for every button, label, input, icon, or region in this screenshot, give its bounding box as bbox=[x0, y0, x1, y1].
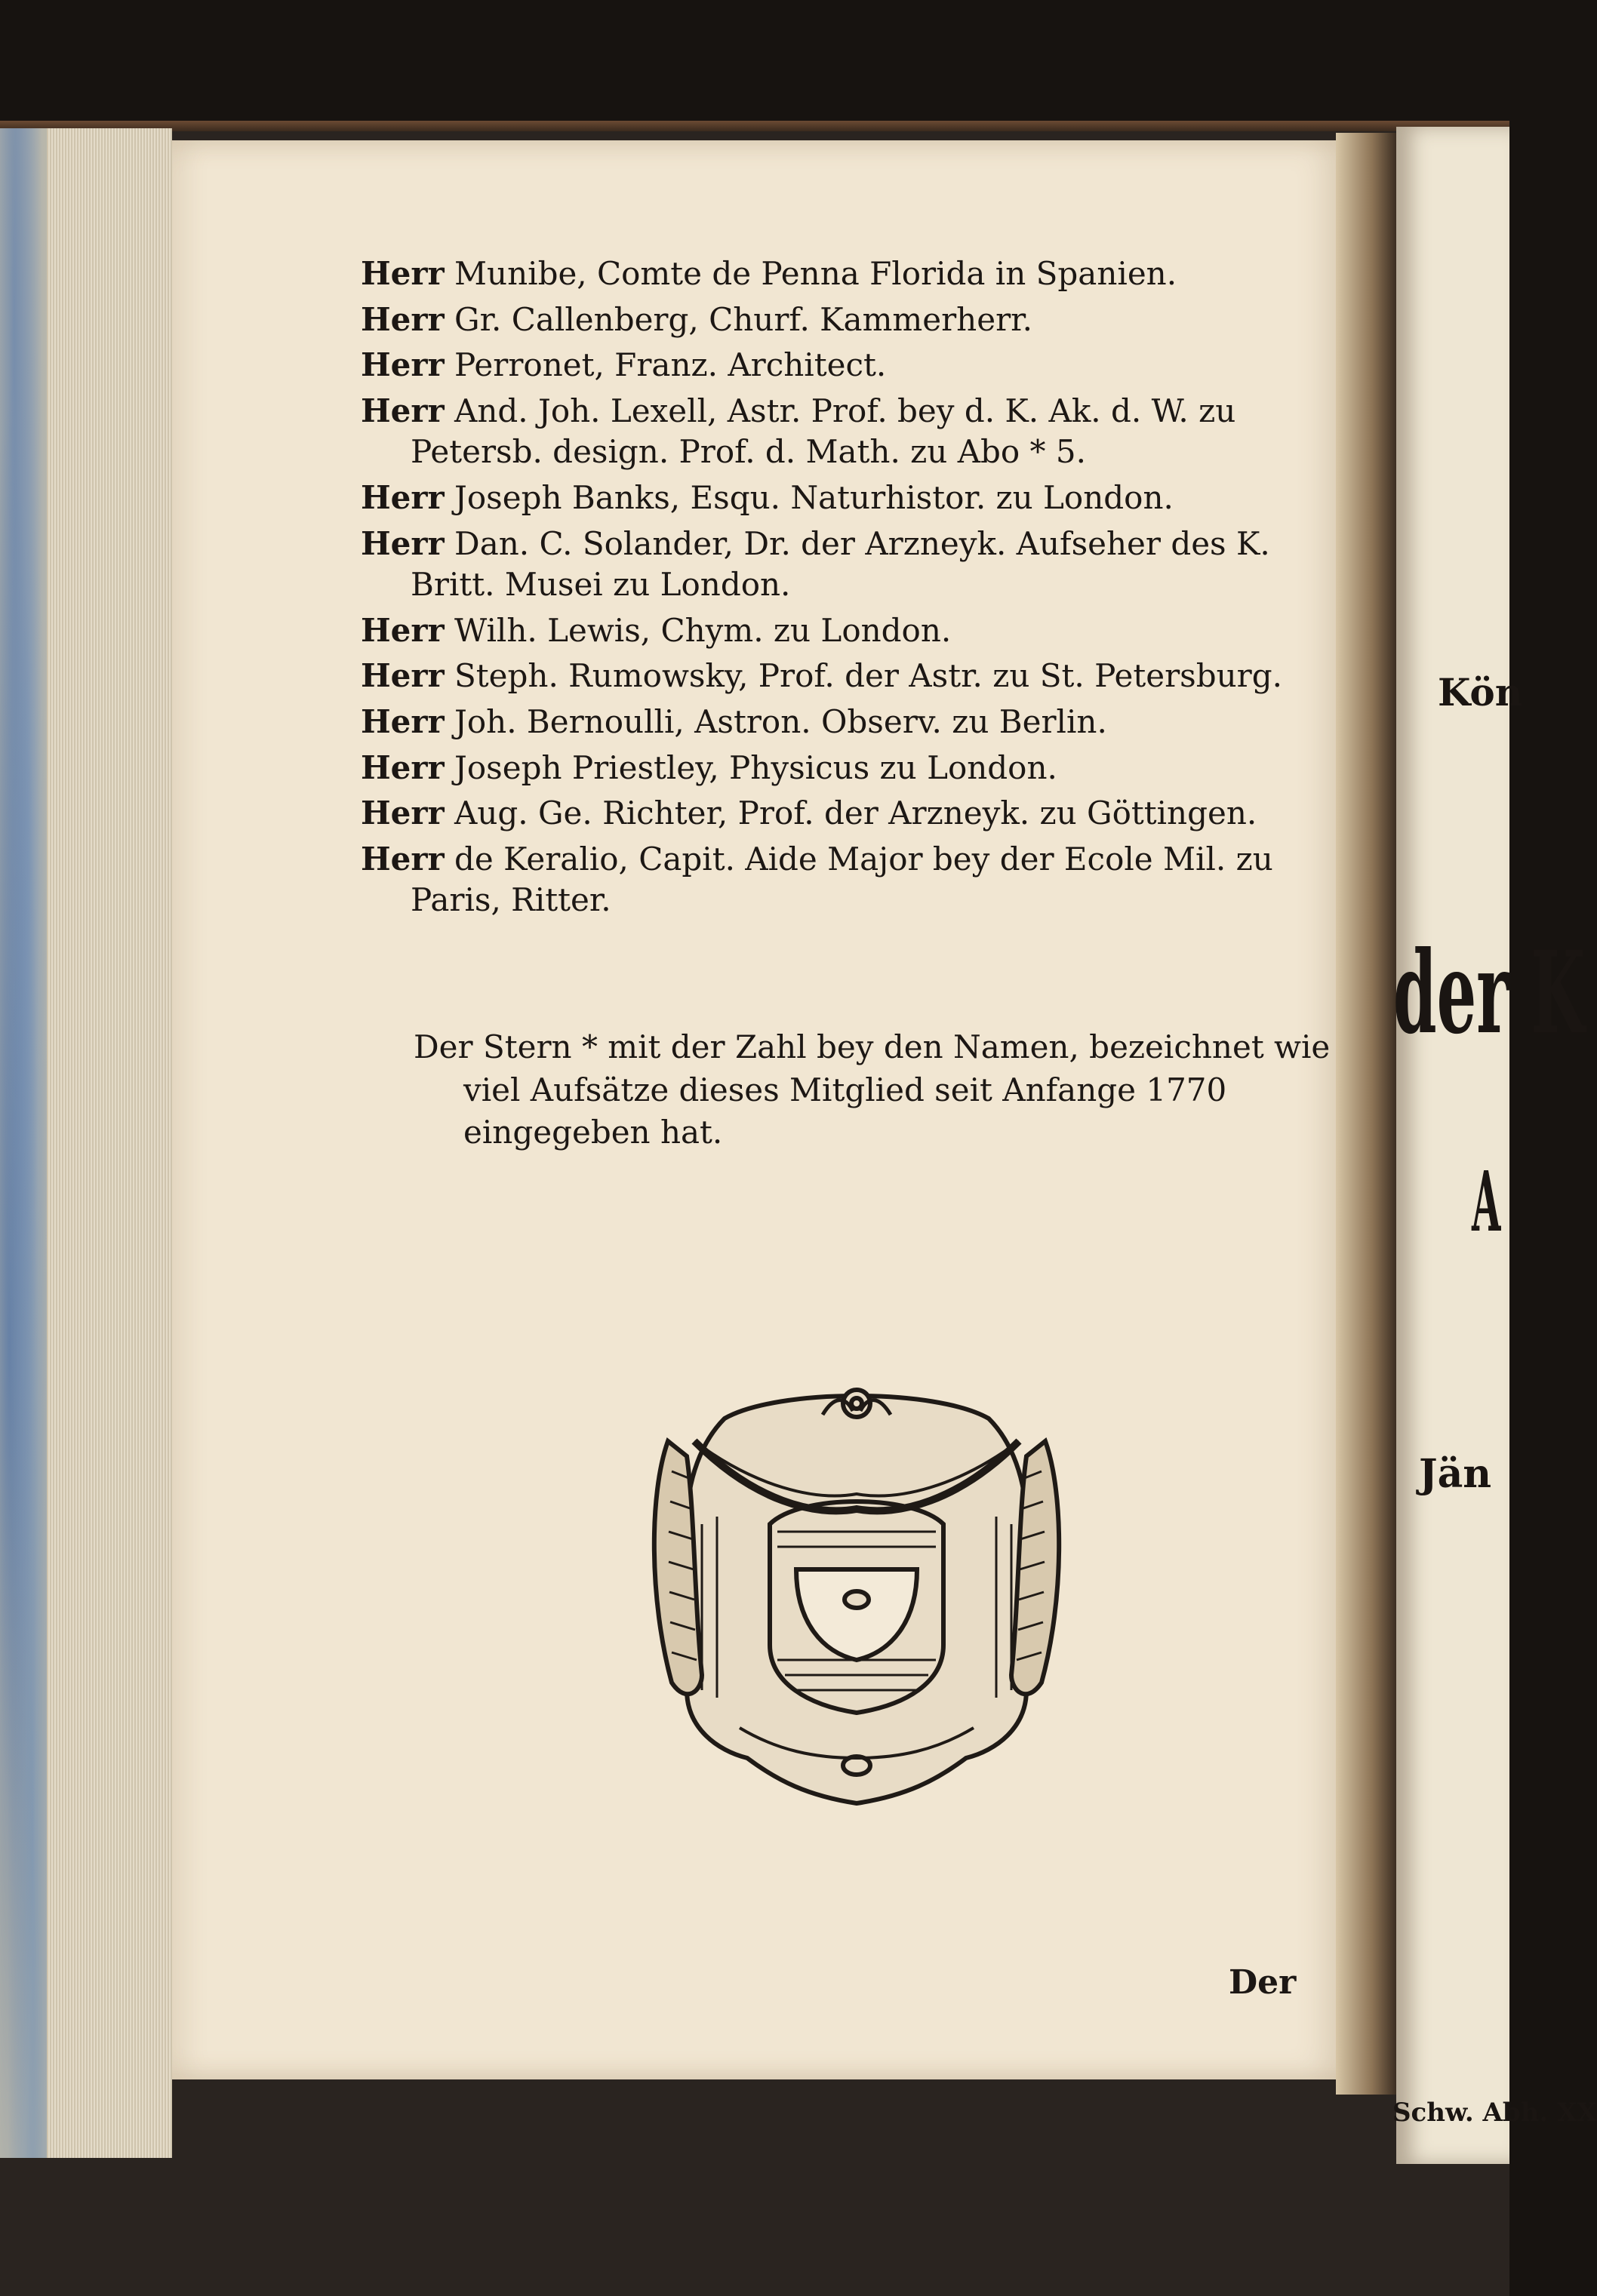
entry-prefix: Herr bbox=[361, 702, 445, 740]
member-entry bbox=[361, 839, 1304, 921]
entry-prefix: Herr bbox=[361, 255, 445, 292]
entry-prefix: Herr bbox=[361, 840, 445, 878]
entry-text: Joseph Banks, Esqu. Naturhistor. zu London. bbox=[454, 478, 1174, 516]
member-entry bbox=[361, 478, 1304, 519]
entry-text: Gr. Callenberg, Churf. Kammerherr. bbox=[454, 300, 1032, 338]
entry-prefix: Herr bbox=[361, 795, 445, 832]
next-page-fragment-1: Kön bbox=[1438, 670, 1523, 715]
member-entry bbox=[361, 610, 1304, 652]
entry-text: Aug. Ge. Richter, Prof. der Arzneyk. zu Göttingen. bbox=[454, 795, 1257, 832]
book-page-right-fragment bbox=[1392, 127, 1597, 2164]
member-entry bbox=[361, 748, 1304, 789]
footnote: Der Stern * mit der Zahl bey den Namen, bezeichnet wie viel Aufsätze dieses Mitglied seit Anfange 1770 eingegeben hat. bbox=[414, 1028, 1331, 1151]
member-entry bbox=[361, 300, 1304, 341]
woodcut-ornament-vignette bbox=[604, 1373, 1109, 1826]
entry-text: Munibe, Comte de Penna Florida in Spanien. bbox=[454, 255, 1177, 292]
entry-text: Wilh. Lewis, Chym. zu London. bbox=[454, 611, 952, 649]
member-entry bbox=[361, 656, 1304, 697]
member-entry bbox=[361, 345, 1304, 386]
entry-text: Perronet, Franz. Architect. bbox=[454, 346, 887, 384]
member-entry bbox=[361, 793, 1304, 834]
catchword: Der bbox=[1229, 1963, 1297, 2002]
entry-text: Dan. C. Solander, Dr. der Arzneyk. Aufseher des K. Britt. Musei zu London. bbox=[411, 524, 1270, 604]
member-entry bbox=[361, 391, 1304, 473]
entry-prefix: Herr bbox=[361, 478, 445, 516]
entry-prefix: Herr bbox=[361, 524, 445, 562]
entry-text: And. Joh. Lexell, Astr. Prof. bey d. K. Ak. d. W. zu Petersb. design. Prof. d. Math. zu Abo * 5. bbox=[411, 392, 1236, 471]
entry-prefix: Herr bbox=[361, 611, 445, 649]
book-cover-edge bbox=[0, 121, 1509, 131]
entry-prefix: Herr bbox=[361, 657, 445, 695]
entry-text: de Keralio, Capit. Aide Major bey der Ecole Mil. zu Paris, Ritter. bbox=[411, 840, 1273, 919]
member-list bbox=[361, 254, 1304, 926]
entry-prefix: Herr bbox=[361, 346, 445, 384]
member-entry bbox=[361, 702, 1304, 743]
next-page-fragment-2: der K bbox=[1393, 927, 1586, 1059]
entry-prefix: Herr bbox=[361, 392, 445, 429]
next-page-fragment-5: Schw. Abh. XX bbox=[1392, 2098, 1597, 2128]
entry-prefix: Herr bbox=[361, 748, 445, 786]
entry-text: Steph. Rumowsky, Prof. der Astr. zu St. Petersburg. bbox=[454, 657, 1282, 695]
entry-text: Joseph Priestley, Physicus zu London. bbox=[454, 748, 1057, 786]
next-page-fragment-4: Jän bbox=[1419, 1451, 1492, 1497]
member-entry bbox=[361, 254, 1304, 295]
entry-text: Joh. Bernoulli, Astron. Observ. zu Berlin. bbox=[454, 702, 1107, 740]
entry-prefix: Herr bbox=[361, 300, 445, 338]
next-page-fragment-3: A bbox=[1472, 1153, 1501, 1250]
marbled-page-edge bbox=[0, 128, 47, 2158]
member-entry bbox=[361, 524, 1304, 606]
